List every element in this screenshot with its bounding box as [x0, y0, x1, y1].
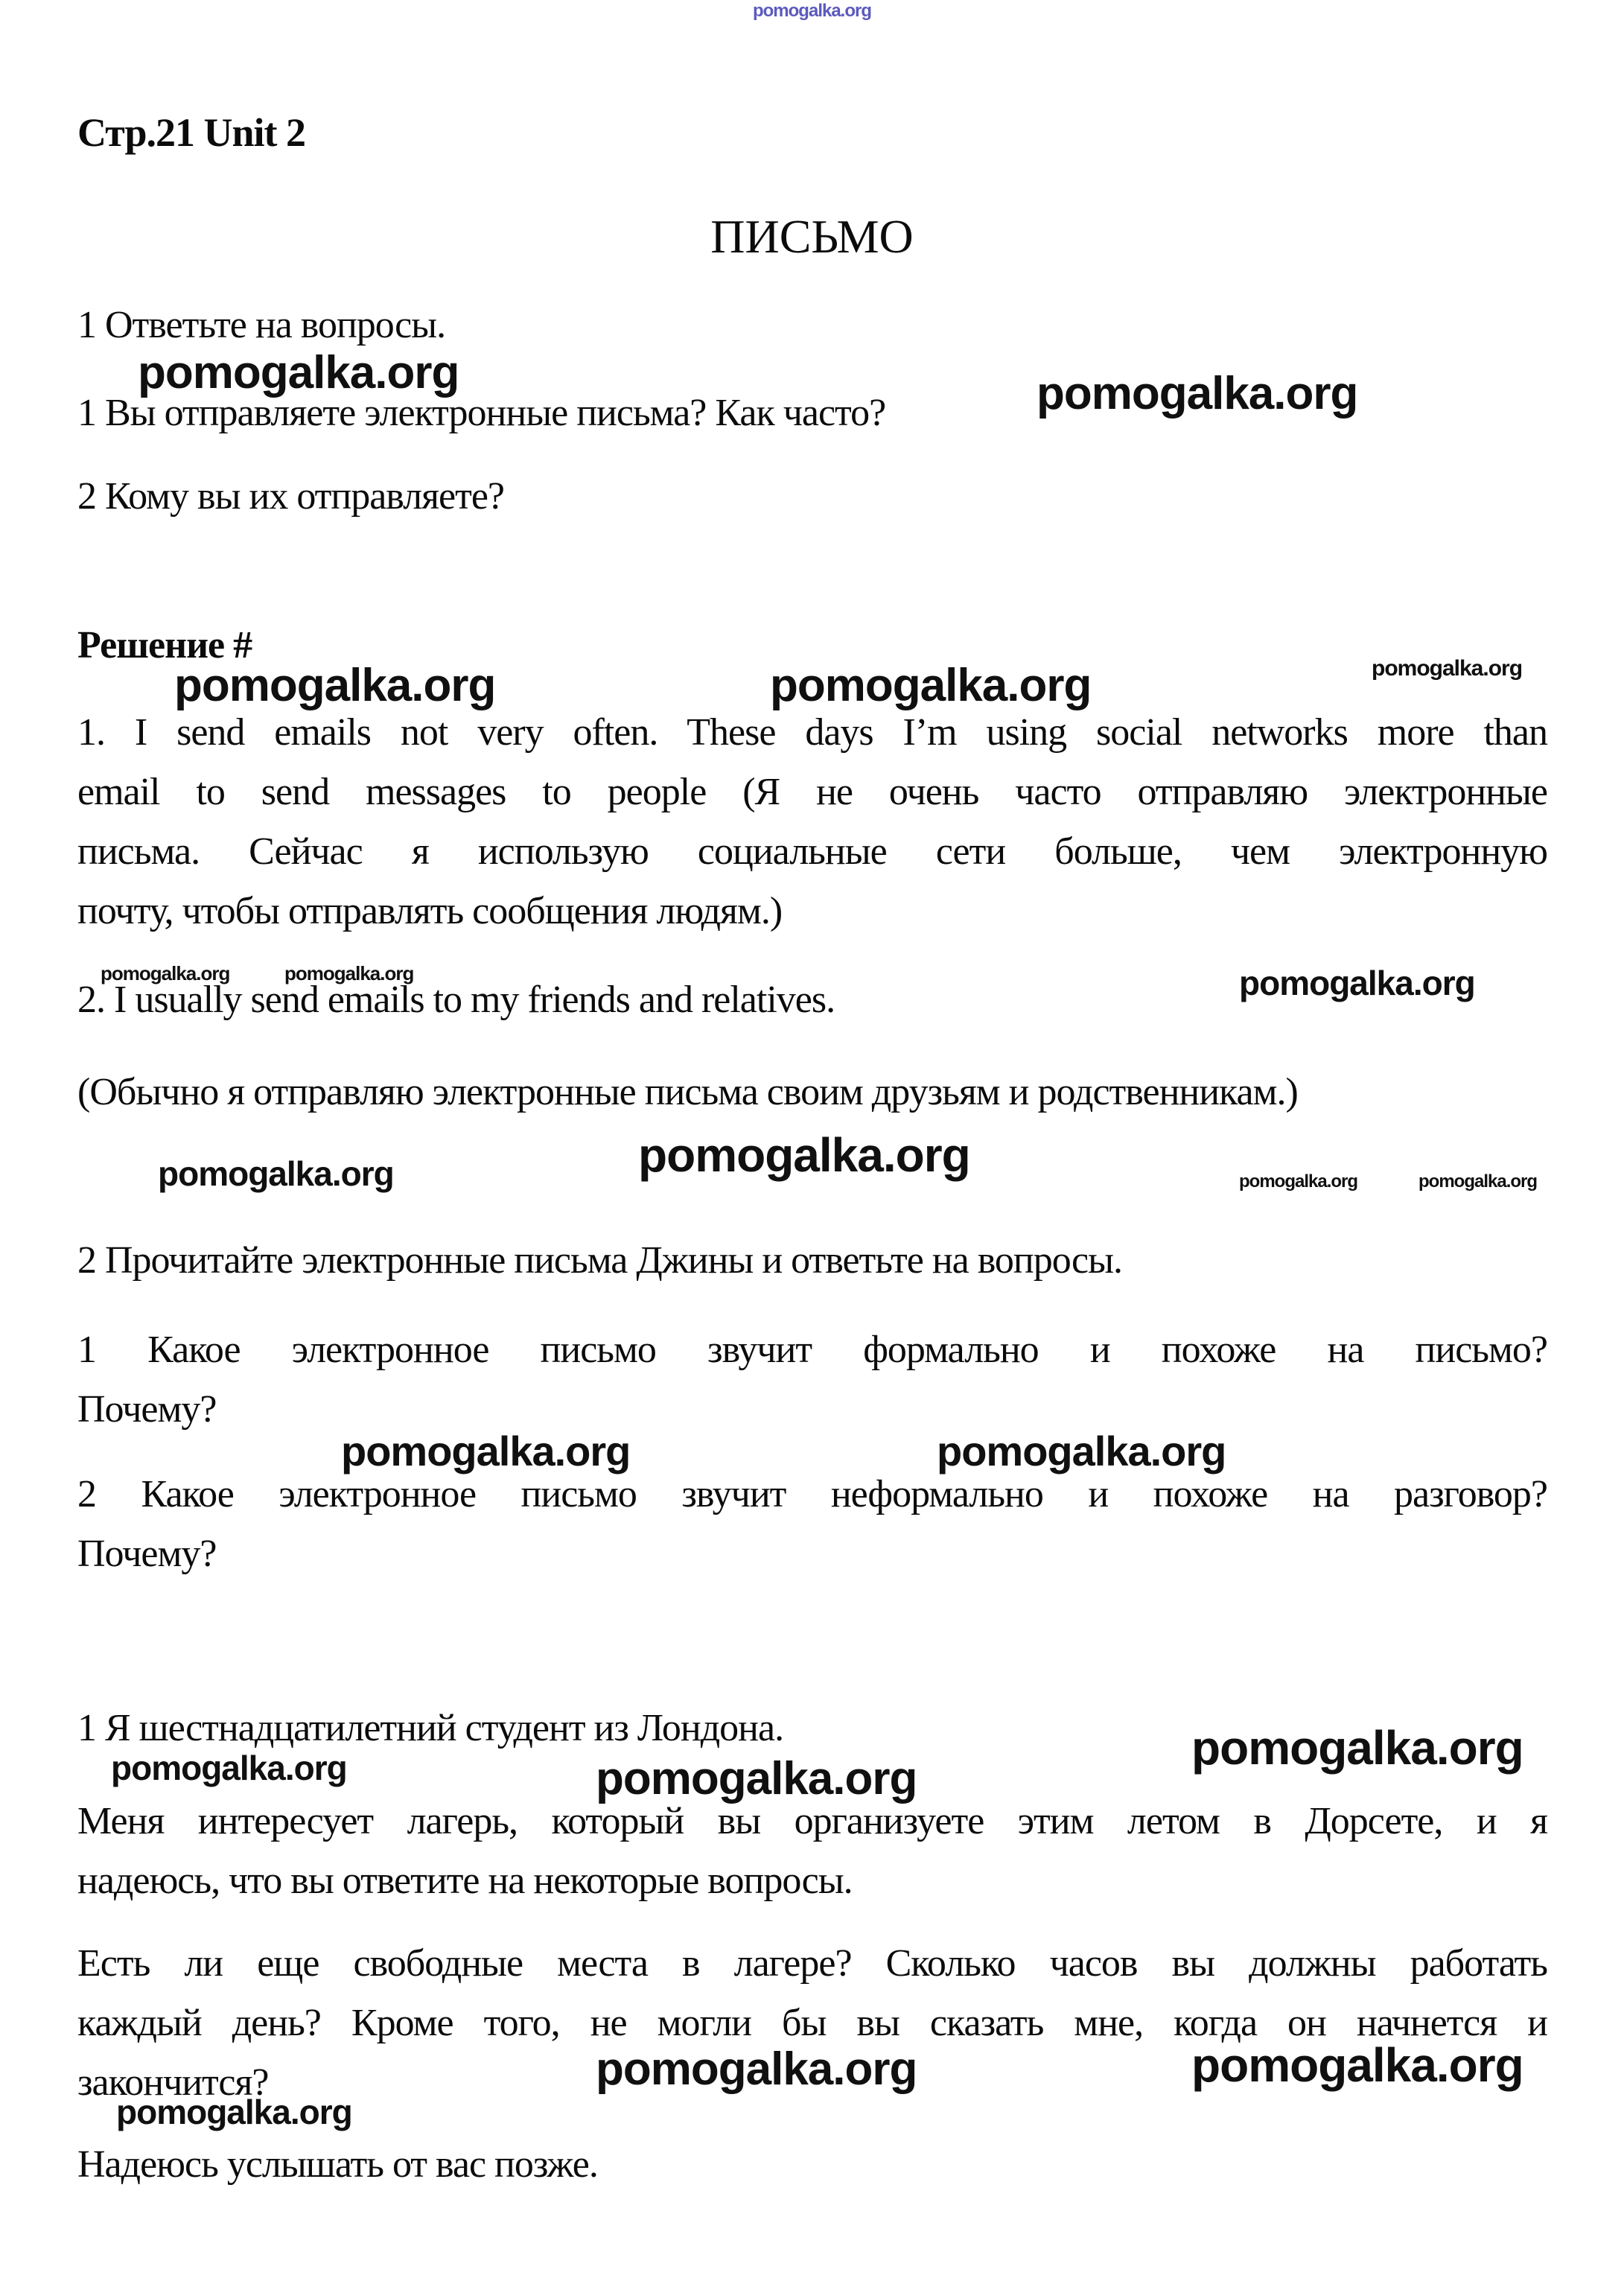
watermark: pomogalka.org [111, 1749, 347, 1787]
watermark: pomogalka.org [284, 962, 414, 984]
solution-answer-2: 2. I usually send emails to my friends and relatives. [77, 979, 835, 1021]
task2-question1-line: 1 Какое электронное письмо звучит формально и похоже на письмо? [77, 1329, 1547, 1371]
task2-heading: 2 Прочитайте электронные письма Джины и ответьте на вопросы. [77, 1239, 1123, 1282]
watermark: pomogalka.org [1239, 1171, 1358, 1192]
watermark: pomogalka.org [158, 1154, 394, 1193]
letter-intro: 1 Я шестнадцатилетний студент из Лондона. [77, 1707, 784, 1749]
letter-paragraph2-line: Есть ли еще свободные места в лагере? Сколько часов вы должны работать [77, 1942, 1547, 1985]
task2-question-1 [77, 1320, 1547, 1440]
letter-paragraph2-line: каждый день? Кроме того, не могли бы вы сказать мне, когда он начнется и [77, 2002, 1547, 2044]
task1-question-2: 2 Кому вы их отправляете? [77, 475, 504, 518]
watermark: pomogalka.org [638, 1128, 970, 1182]
watermark: pomogalka.org [138, 347, 459, 398]
watermark: pomogalka.org [1418, 1171, 1538, 1192]
solution-answer1-line: письма. Сейчас я использую социальные сети больше, чем электронную [77, 830, 1547, 873]
watermark: pomogalka.org [1191, 2038, 1523, 2092]
solution-heading: Решение # [77, 624, 252, 667]
letter-paragraph1-line: надеюсь, что вы ответите на некоторые вопросы. [77, 1860, 853, 1902]
watermark: pomogalka.org [596, 2043, 917, 2095]
solution-answer1-line: email to send messages to people (Я не очень часто отправляю электронные [77, 771, 1547, 813]
task2-question-2 [77, 1465, 1547, 1584]
letter-paragraph1-line: Меня интересует лагерь, который вы организуете этим летом в Дорсете, и я [77, 1800, 1547, 1842]
page-title: ПИСЬМО [710, 210, 914, 263]
letter-paragraph2-line: закончится? [77, 2061, 269, 2104]
watermark: pomogalka.org [1191, 1721, 1523, 1775]
letter-closing: Надеюсь услышать от вас позже. [77, 2143, 598, 2186]
letter-paragraph-1 [77, 1792, 1547, 1911]
task2-question1-line: Почему? [77, 1388, 217, 1431]
solution-answer-1 [77, 703, 1547, 941]
watermark: pomogalka.org [101, 962, 230, 984]
watermark: pomogalka.org [596, 1753, 917, 1804]
watermark: pomogalka.org [1239, 964, 1475, 1002]
solution-answer-2-translation: (Обычно я отправляю электронные письма своим друзьям и родственникам.) [77, 1071, 1298, 1113]
task2-question2-line: Почему? [77, 1533, 217, 1575]
watermark: pomogalka.org [116, 2093, 352, 2131]
task1-heading: 1 Ответьте на вопросы. [77, 304, 446, 346]
watermark: pomogalka.org [937, 1428, 1226, 1475]
watermark: pomogalka.org [770, 660, 1092, 711]
watermark: pomogalka.org [1037, 368, 1358, 419]
page-header: Стр.21 Unit 2 [77, 110, 306, 155]
watermark: pomogalka.org [174, 660, 496, 711]
watermark: pomogalka.org [1372, 656, 1523, 681]
solution-answer1-line: почту, чтобы отправлять сообщения людям.) [77, 890, 783, 932]
task2-question2-line: 2 Какое электронное письмо звучит неформально и похоже на разговор? [77, 1473, 1547, 1515]
task1-question-1: 1 Вы отправляете электронные письма? Как часто? [77, 392, 886, 434]
solution-answer1-line: 1. I send emails not very often. These days I’m using social networks more than [77, 711, 1547, 754]
watermark: pomogalka.org [752, 1, 872, 21]
watermark: pomogalka.org [341, 1428, 631, 1475]
